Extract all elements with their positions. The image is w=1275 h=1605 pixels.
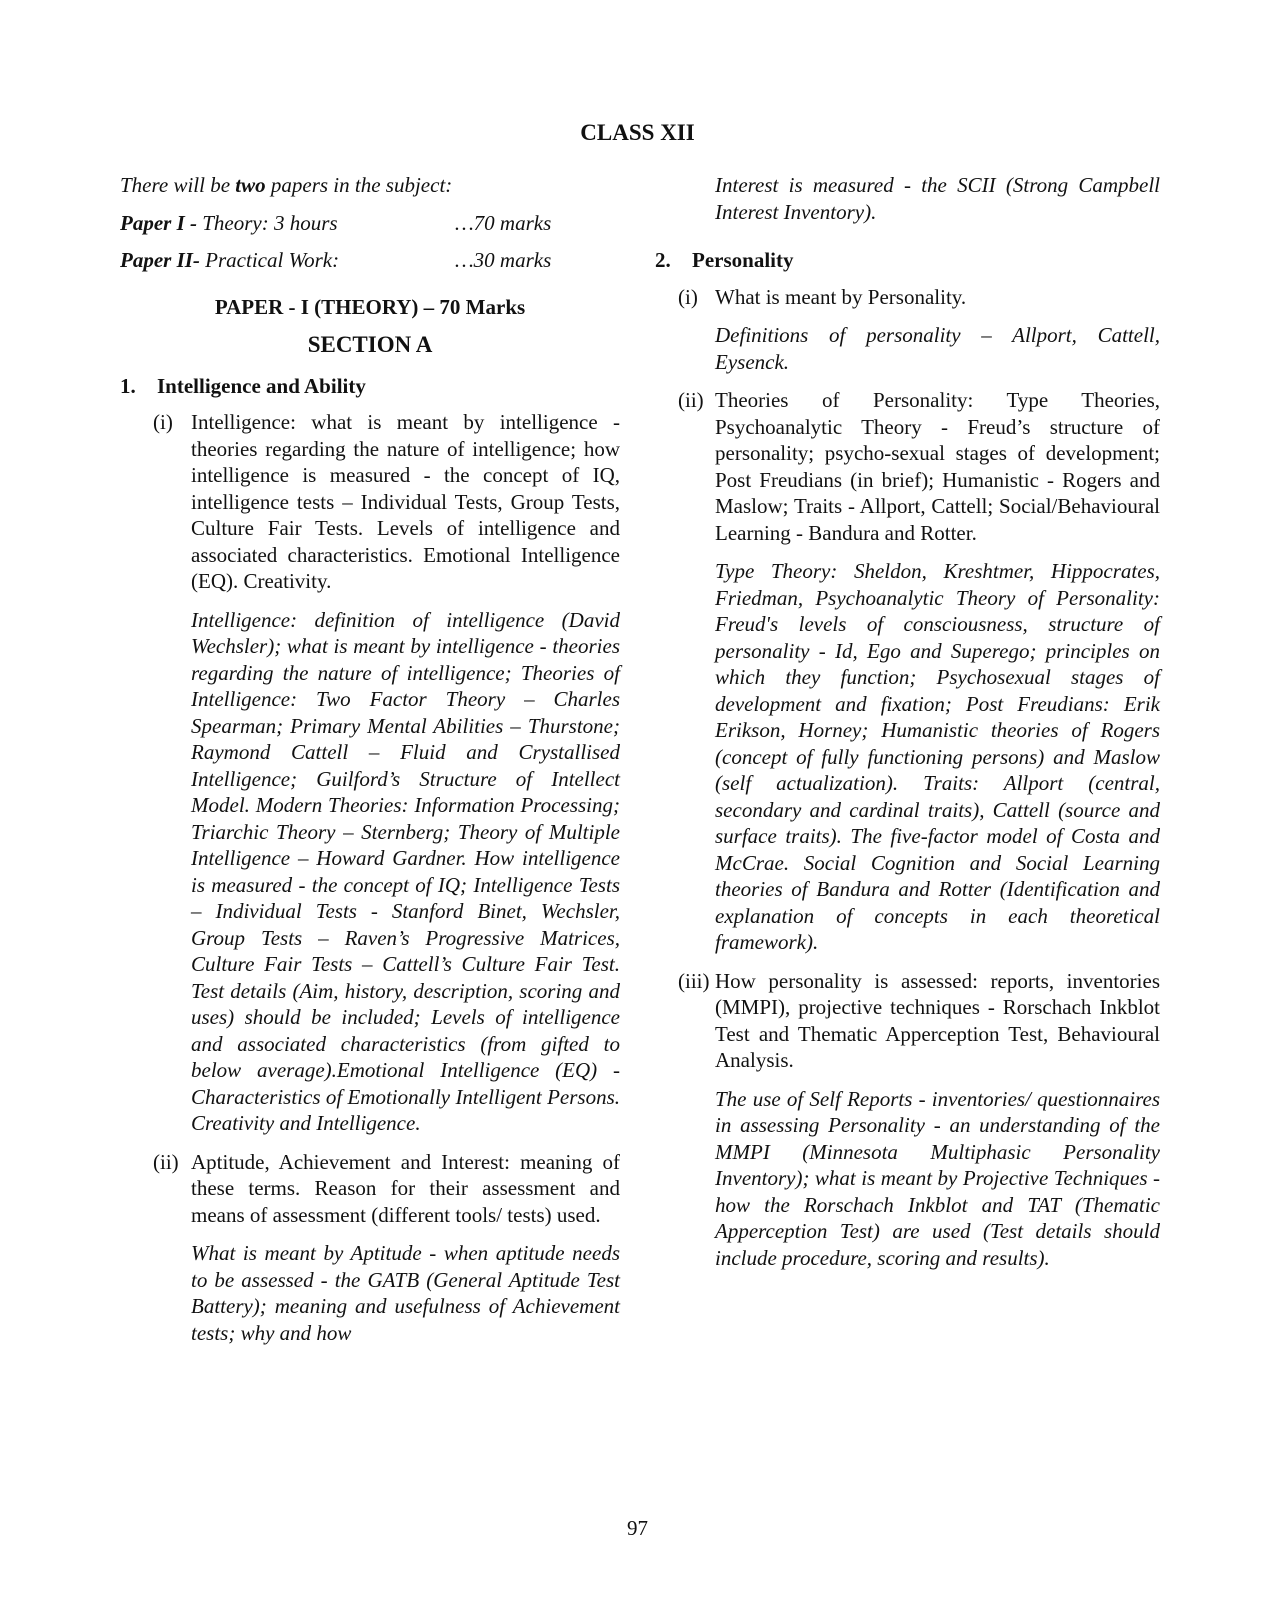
paper-label-rest: Practical Work:	[205, 248, 340, 272]
item-text: What is meant by Personality.	[715, 284, 967, 309]
item-detail: What is meant by Aptitude - when aptitude needs to be assessed - the GATB (General Aptitude Test Battery); meaning and usefulness of Achievement tests; why and how	[191, 1241, 620, 1345]
list-item	[153, 409, 620, 595]
paper-label	[120, 210, 455, 237]
page-title: CLASS XII	[580, 120, 695, 145]
intro-line	[120, 172, 620, 199]
item-number: (ii)	[153, 1149, 179, 1174]
right-column	[655, 172, 1160, 1283]
paper-row	[120, 247, 620, 274]
topic-title: Intelligence and Ability	[157, 373, 366, 398]
paper-label-bold: Paper I -	[120, 210, 203, 235]
item-number: (i)	[153, 410, 173, 434]
left-column	[120, 172, 620, 1358]
continued-text: Interest is measured - the SCII (Strong Campbell Interest Inventory).	[715, 173, 1160, 224]
intro-emph: two	[235, 173, 266, 197]
section-heading: SECTION A	[307, 332, 433, 357]
topic-heading	[655, 247, 1160, 274]
item-text: Intelligence: what is meant by intelligence - theories regarding the nature of intelligence; how intelligence is measured - the concept of IQ, intelligence tests – Individual Tests, Group Tests, Culture Fair Tests. Levels of intelligence and associated characteristics. Emotional Intelligence (EQ). Creativity.	[191, 410, 620, 593]
topic-heading	[120, 373, 620, 400]
item-text: Theories of Personality: Type Theories, Psychoanalytic Theory - Freud’s structure of personality; psycho-sexual stages of development; Post Freudians (in brief); Humanistic - Rogers and Maslow; Traits - Allport, Cattell; Social/Behavioural Learning - Bandura and Rotter.	[715, 388, 1160, 545]
item-number: (i)	[678, 284, 698, 309]
item-text: How personality is assessed: reports, inventories (MMPI), projective techniques - Rorschach Inkblot Test and Thematic Apperception Test, Behavioural Analysis.	[715, 968, 1160, 1072]
intro-suffix: papers in the subject:	[265, 173, 453, 197]
topic-number: 2.	[655, 248, 671, 272]
item-detail: Definitions of personality – Allport, Cattell, Eysenck.	[715, 323, 1160, 374]
list-item	[678, 968, 1160, 1074]
paper-heading: PAPER - I (THEORY) – 70 Marks	[214, 294, 526, 319]
topic-number: 1.	[120, 373, 136, 398]
page-number: 97	[627, 1516, 648, 1540]
paper-marks: …70 marks	[455, 210, 552, 235]
paper-row	[120, 210, 620, 237]
item-number: (ii)	[678, 388, 704, 412]
paper-label	[120, 247, 455, 274]
item-detail: Type Theory: Sheldon, Kreshtmer, Hippocrates, Friedman, Psychoanalytic Theory of Personality: Freud's levels of consciousness, structure of personality - Id, Ego and Superego; principles on which they function; Psychosexual stages of development and fixation; Post Freudians: Erik Erikson, Horney; Humanistic theories of Rogers (concept of fully functioning persons) and Maslow (self actualization). Traits: Allport (central, secondary and cardinal traits), Cattell (source and surface traits). The five-factor model of Costa and McCrae. Social Cognition and Social Learning theories of Bandura and Rotter (Identification and explanation of concepts in each theoretical framework).	[715, 559, 1160, 954]
list-item	[153, 1149, 620, 1229]
list-item	[678, 284, 1160, 311]
item-detail: Intelligence: definition of intelligence (David Wechsler); what is meant by intelligence - theories regarding the nature of intelligence; Theories of Intelligence: Two Factor Theory – Charles Spearman; Primary Mental Abilities – Thurstone; Raymond Cattell – Fluid and Crystallised Intelligence; Guilford’s Structure of Intellect Model. Modern Theories: Information Processing; Triarchic Theory – Sternberg; Theory of Multiple Intelligence – Howard Gardner. How intelligence is measured - the concept of IQ; Intelligence Tests – Individual Tests - Stanford Binet, Wechsler, Group Tests – Raven’s Progressive Matrices, Culture Fair Tests – Cattell’s Culture Fair Test. Test details (Aim, history, description, scoring and uses) should be included; Levels of intelligence and associated characteristics (from gifted to below average).Emotional Intelligence (EQ) - Characteristics of Emotionally Intelligent Persons. Creativity and Intelligence.	[191, 607, 620, 1135]
item-number: (iii)	[678, 968, 710, 993]
topic-title: Personality	[692, 248, 794, 272]
paper-label-rest: Theory: 3 hours	[202, 210, 338, 235]
item-text: Aptitude, Achievement and Interest: meaning of these terms. Reason for their assessment and means of assessment (different tools/ tests) used.	[191, 1149, 620, 1227]
intro-prefix: There will be	[120, 173, 236, 197]
list-item	[678, 387, 1160, 546]
paper-label-bold: Paper II-	[120, 248, 206, 272]
paper-marks: …30 marks	[455, 248, 552, 272]
item-detail: The use of Self Reports - inventories/ questionnaires in assessing Personality - an understanding of the MMPI (Minnesota Multiphasic Personality Inventory); what is meant by Projective Techniques - how the Rorschach Inkblot and TAT (Thematic Apperception Test) are used (Test details should include procedure, scoring and results).	[715, 1086, 1160, 1270]
